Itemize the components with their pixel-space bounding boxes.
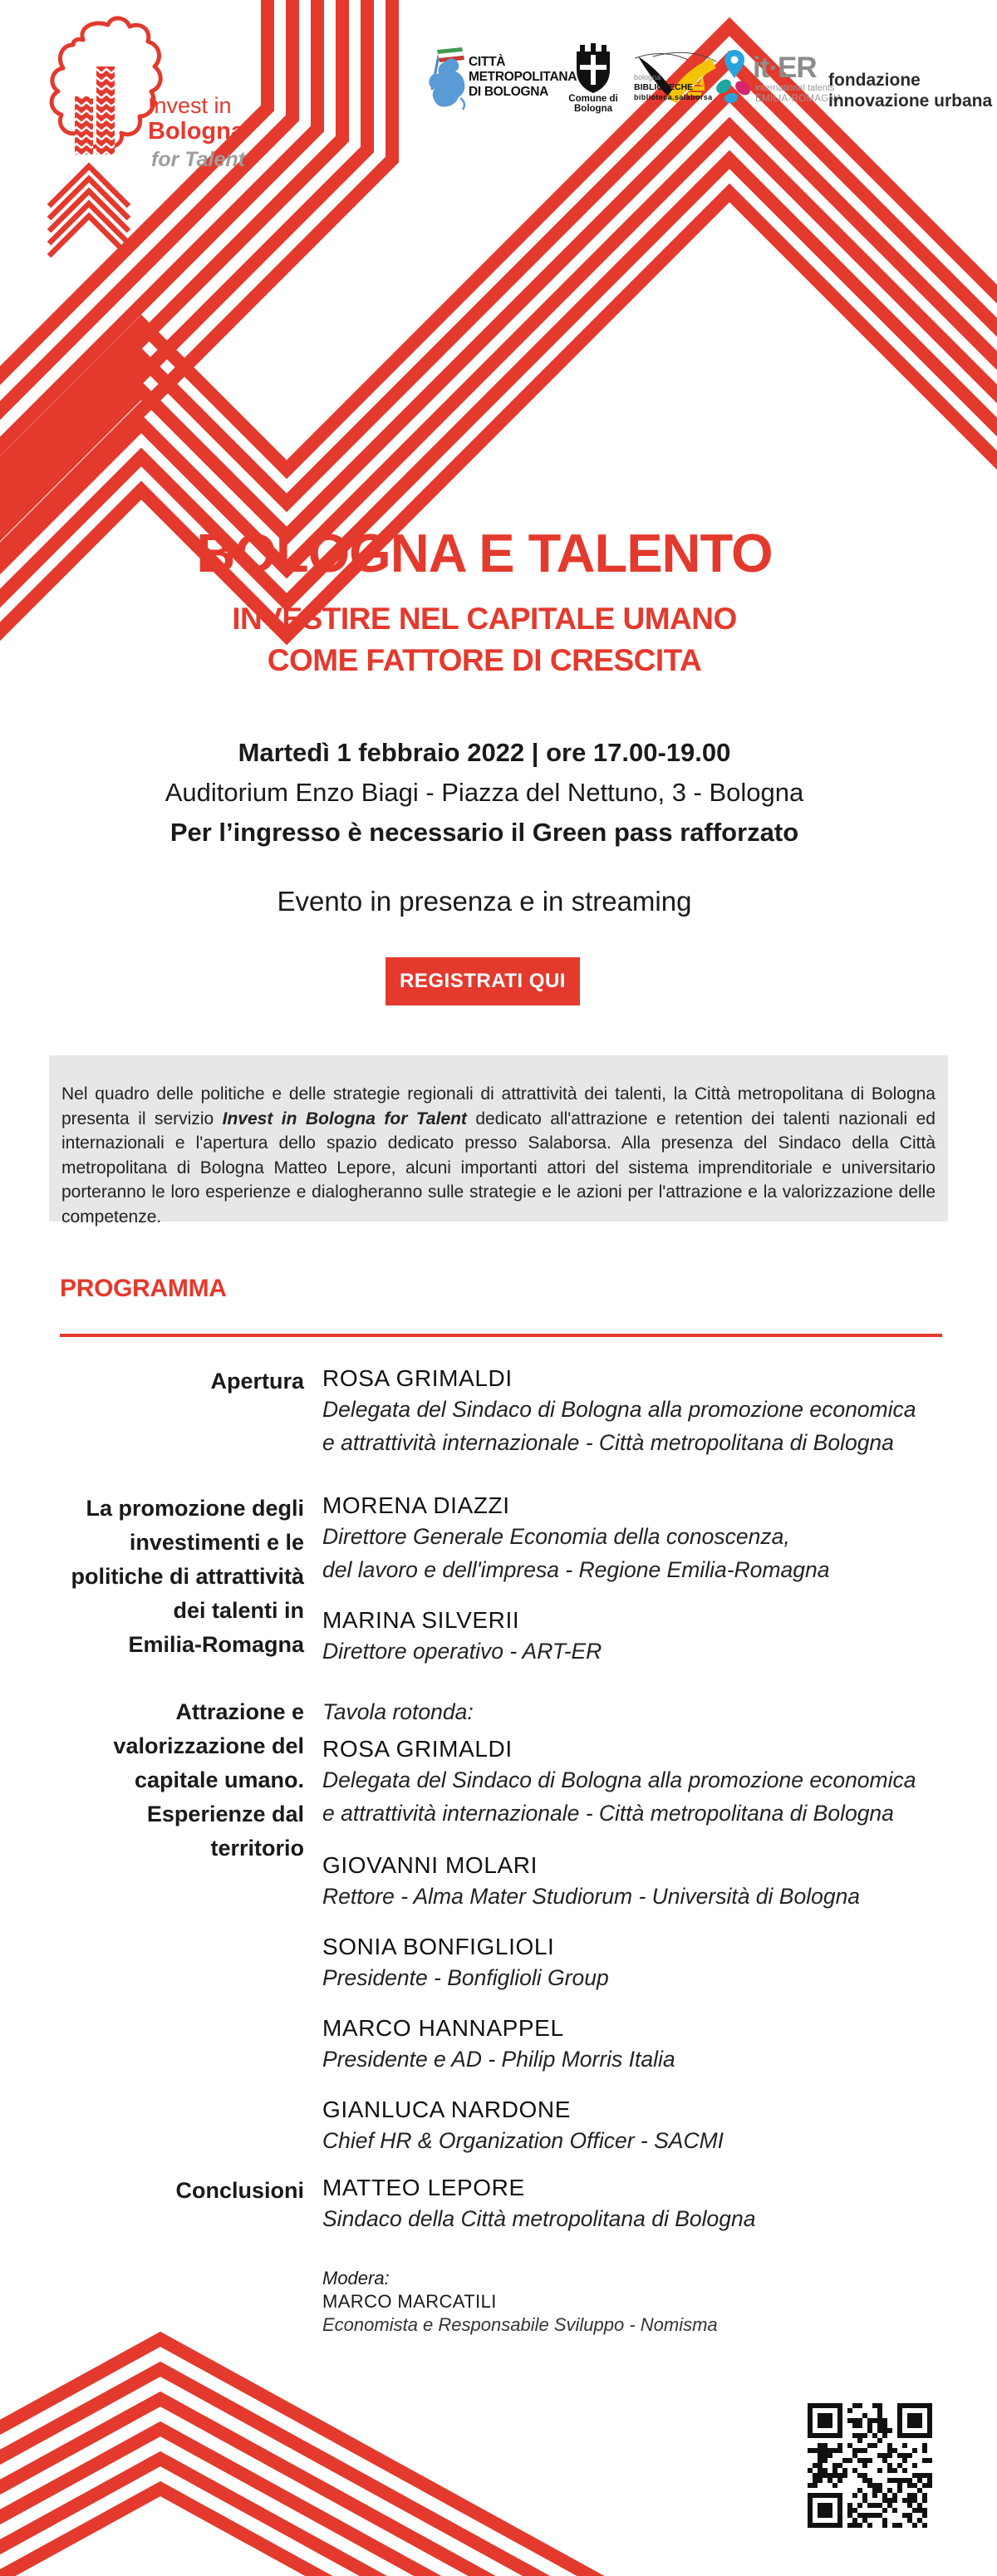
subtitle-line1: INVESTIRE NEL CAPITALE UMANO — [232, 602, 737, 636]
moderator-lead: Modera: — [322, 2268, 390, 2288]
roundtable-lead: Tavola rotonda: — [322, 1699, 474, 1724]
speaker-entry: ROSA GRIMALDI Delegata del Sindaco di Bologna alla promozione economica e attrattività internazionale - Città metropolitana di Bologna — [322, 1736, 916, 1826]
tower-icon — [96, 66, 115, 155]
program-row-promozione — [60, 1492, 942, 1688]
greenpass-note: Per l’ingresso è necessario il Green pass rafforzato — [169, 818, 799, 847]
speaker-entry: MATTEO LEPORE Sindaco della Città metropolitana di Bologna — [322, 2175, 756, 2231]
brand-bologna: Bologna — [148, 118, 244, 145]
salaborsa-label-url: biblioteca.salaborsa — [634, 93, 713, 101]
program-label: Apertura — [210, 1369, 304, 1394]
program-row-conclusioni — [60, 2174, 942, 2255]
speaker-entry: GIANLUCA NARDONE Chief HR & Organization Officer - SACMI — [322, 2097, 724, 2153]
it-er-label: it·ER — [753, 52, 817, 84]
fondazione-innovazione-urbana-label: fondazione innovazione urbana — [828, 71, 993, 111]
brand-for-talent: for Talent — [151, 148, 245, 171]
speaker-entry: MARINA SILVERII Direttore operativo - ART-ER — [322, 1607, 602, 1664]
program-heading: PROGRAMMA — [60, 1275, 227, 1302]
program-row-apertura — [60, 1364, 942, 1479]
event-venue: Auditorium Enzo Biagi - Piazza del Nettuno, 3 - Bologna — [165, 778, 804, 807]
salaborsa-label-bologna: bologna — [634, 73, 661, 81]
speaker-entry: GIOVANNI MOLARI Rettore - Alma Mater Studiorum - Università di Bologna — [322, 1852, 861, 1909]
event-date: Martedì 1 febbraio 2022 | ore 17.00-19.00 — [238, 738, 731, 767]
it-er-sub1: international talents — [755, 83, 835, 93]
brand-invest-in: Invest in — [148, 93, 232, 118]
qr-code — [808, 2403, 932, 2528]
intro-box — [49, 1055, 948, 1227]
program-label: Conclusioni — [175, 2178, 304, 2203]
tower-icon — [75, 96, 93, 155]
speaker-entry: MORENA DIAZZI Direttore Generale Economia della conoscenza, del lavoro e dell'impresa - Regione Emilia-Romagna — [322, 1492, 830, 1582]
speaker-entry: SONIA BONFIGLIOLI Presidente - Bonfiglioli Group — [322, 1934, 609, 1990]
lion-icon — [429, 58, 464, 106]
comune-di-bologna-crest-icon — [573, 43, 613, 95]
speaker-entry: ROSA GRIMALDI Delegata del Sindaco di Bologna alla promozione economica e attrattività internazionale - Città metropolitana di Bologna — [322, 1365, 916, 1455]
it-er-sub2: EMILIA-ROMAGNA — [755, 94, 843, 104]
comune-di-bologna-label: Comune di Bologna — [568, 94, 618, 114]
citta-metropolitana-label: CITTÀ METROPOLITANA DI BOLOGNA — [469, 55, 577, 99]
program-divider — [60, 1334, 942, 1337]
salaborsa-label-biblioteche: BIBLIOTECHE — [634, 82, 694, 92]
subtitle-line2: COME FATTORE DI CRESCITA — [267, 643, 702, 677]
page-title: BOLOGNA E TALENTO — [196, 523, 773, 583]
program-label: La promozione degli investimenti e le politiche di attrattività dei talenti in Emilia-Romagna — [71, 1496, 304, 1657]
intro-paragraph: Nel quadro delle politiche e delle strategie regionali di attrattività dei talenti, la Città metropolitana di Bologna presenta il servizio Invest in Bologna for Talent dedicato all'attrazione e retention dei talenti nazionali ed internazionali e l'apertura dello spazio dedicato presso Salaborsa. Alla presenza del Sindaco della Città metropolitana di Bologna Matteo Lepore, alcuni importanti attori del sistema imprenditoriale e universitario porteranno le loro esperienze e dialogheranno sulle strategie e le azioni per l'attrazione e la valorizzazione delle competenze. — [61, 1084, 936, 1227]
citta-metropolitana-logo — [424, 47, 469, 115]
program-label: Attrazione e valorizzazione del capitale umano. Esperienze dal territorio — [113, 1699, 304, 1861]
moderator-name: MARCO MARCATILI — [322, 2291, 497, 2312]
moderator-block — [322, 2267, 718, 2337]
speaker-entry: MARCO HANNAPPEL Presidente e AD - Philip Morris Italia — [322, 2015, 675, 2072]
streaming-note: Evento in presenza e in streaming — [277, 886, 692, 917]
register-button[interactable]: REGISTRATI QUI — [386, 957, 580, 1005]
moderator-role: Economista e Responsabile Sviluppo - Nomisma — [322, 2314, 718, 2335]
program-row-attrazione — [60, 1695, 942, 2177]
it-er-icon — [715, 48, 754, 105]
